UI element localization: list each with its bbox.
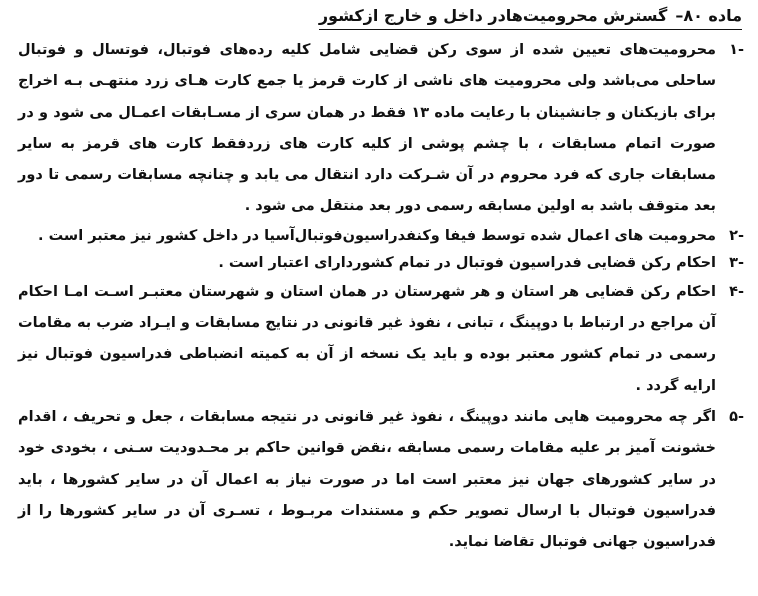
list-item-5 xyxy=(18,402,744,558)
article-heading xyxy=(319,4,742,30)
item-text: محرومیت‌های تعیین شده از سوی رکن قضایی شامل کلیه رده‌های فوتبال، فوتسال و فوتبال ساحلی می‌باشد ولی محرومیت های ناشی از کارت قرمز یا جمع کارت هـای زرد منتهـی بـه اخراج برای بازیکنان و جانشینان با رعایت ماده ۱۳ فقط در همان سری از مسـابقات اعمـال می شود و در صورت اتمام مسابقات ، با چشم پوشی از کلیه کارت های زردفقط کارت های قرمز به سایر مسابقات جاری که فرد محروم در آن شـرکت دارد انتقال می یابد و چنانچه مسابقات رسمی تا دور بعد متوقف باشد به اولین مسابقه رسمی دور بعد منتقل می شود . xyxy=(18,42,717,215)
item-number: -۱ xyxy=(729,42,744,58)
list-item-2 xyxy=(18,223,744,250)
item-text: احکام رکن قضایی هر استان و هر شهرستان در همان استان و شهرستان معتبـر اسـت امـا احکام آن مراجع در ارتباط با دوپینگ ، تبانی ، نفوذ غیر قانونی در نتایج مسابقات و ایـراد ضرب به مقامات رسمی در تمام کشور معتبر بوده و باید یک نسخه از آن به کمیته انضباطی فدراسیون فوتبال نیز ارایه گردد . xyxy=(18,283,716,394)
item-number: -۴ xyxy=(729,283,744,300)
list-item-1 xyxy=(18,35,744,223)
article-label: ماده ۸۰– xyxy=(675,6,742,25)
item-text: احکام رکن قضایی فدراسیون فوتبال در تمام کشوردارای اعتبار است . xyxy=(218,254,716,271)
item-number: -۲ xyxy=(729,227,744,244)
list-item-3 xyxy=(18,250,744,277)
list-item-4 xyxy=(18,277,744,402)
item-number: -۵ xyxy=(729,408,744,425)
item-text: اگر چه محرومیت هایی مانند دوپینگ ، نفوذ غیر قانونی در نتیجه مسابقات ، جعل و تحریف ، اقدام خشونت آمیز بر علیه مقامات رسمی مسابقه ،نقض قوانین حاکم بر محـدودیت سـنی ، بخودی خود در سایر کشورهای جهان نیز معتبر است اما در صورت نیاز به اعمال آن در سایر کشورها ، باید فدراسیون فوتبال با ارسال تصویر حکم و مستندات مربـوط ، تسـری آن در سایر کشورها را از فدراسیون جهانی فوتبال تقاضا نماید. xyxy=(18,408,716,551)
item-number: -۳ xyxy=(729,254,744,271)
article-title: گسترش محرومیت‌هادر داخل و خارج ازکشور xyxy=(318,6,668,25)
item-text: محرومیت های اعمال شده توسط فیفا وکنفدراسیون‌فوتبال‌آسیا در داخل کشور نیز معتبر است . xyxy=(38,227,716,244)
